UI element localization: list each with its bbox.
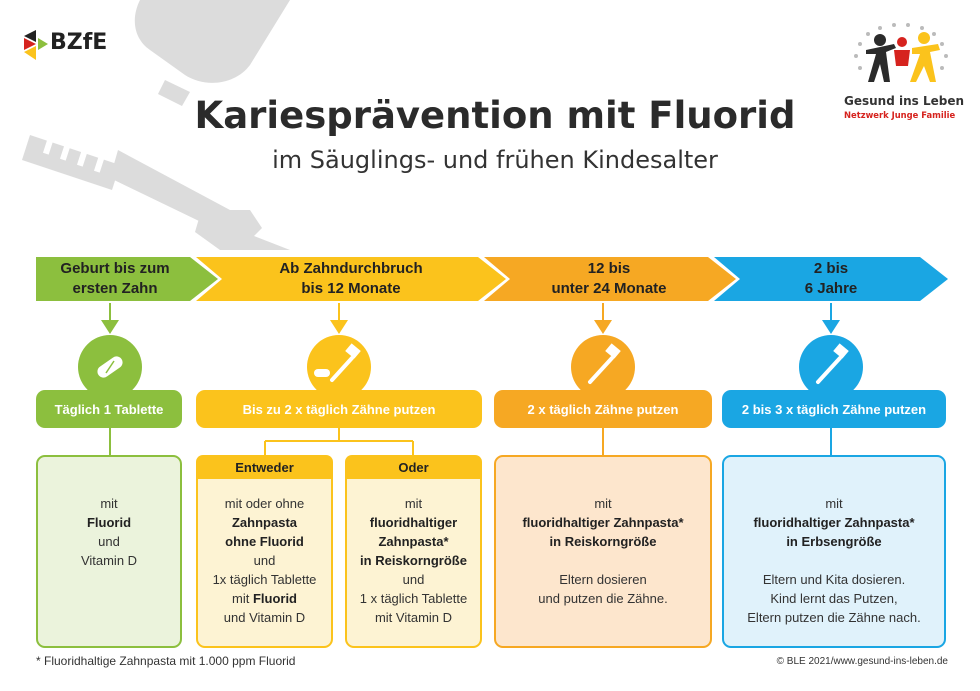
footnote: * Fluoridhaltige Zahnpasta mit 1.000 ppm Fluorid <box>36 654 296 668</box>
info-box-birth: mit Fluorid und Vitamin D <box>36 455 182 648</box>
pill-2x-brushing: 2 x täglich Zähne putzen <box>494 390 712 428</box>
gesund-ins-leben-title: Gesund ins Leben <box>844 94 965 108</box>
timeline-label-4: 2 bis 6 Jahre <box>804 260 858 297</box>
timeline-label-3: 12 bis unter 24 Monate <box>551 260 667 297</box>
down-arrow-1 <box>101 303 119 334</box>
tab-either: Entweder <box>196 455 333 479</box>
timeline-label-2: Ab Zahndurchbruch bis 12 Monate <box>279 260 423 297</box>
bzfe-logo-text: BZfE <box>50 30 108 55</box>
page-subtitle: im Säuglings- und frühen Kindesalter <box>272 146 718 174</box>
info-box-or: mit fluoridhaltiger Zahnpasta* in Reiskorngröße und 1 x täglich Tablette mit Vitamin D <box>345 477 482 648</box>
down-arrow-2 <box>330 303 348 334</box>
timeline-label-1: Geburt bis zum ersten Zahn <box>60 260 170 297</box>
down-arrow-3 <box>594 303 612 334</box>
page-title: Kariesprävention mit Fluorid <box>194 94 796 137</box>
copyright: © BLE 2021/www.gesund-ins-leben.de <box>776 656 948 667</box>
tab-or: Oder <box>345 455 482 479</box>
down-arrow-4 <box>822 303 840 334</box>
info-box-2-6-years: mit fluoridhaltiger Zahnpasta* in Erbsengröße Eltern und Kita dosieren. Kind lernt das Putzen, Eltern putzen die Zähne nach. <box>722 455 946 648</box>
info-box-12-24-months: mit fluoridhaltiger Zahnpasta* in Reiskorngröße Eltern dosieren und putzen die Zähne. <box>494 455 712 648</box>
gesund-ins-leben-subtitle: Netzwerk Junge Familie <box>844 110 956 120</box>
info-box-either: mit oder ohne Zahnpasta ohne Fluorid und 1x täglich Tablette mit Fluorid und Vitamin D <box>196 477 333 648</box>
pill-daily-tablet: Täglich 1 Tablette <box>36 390 182 428</box>
pill-2-to-3x-brushing: 2 bis 3 x täglich Zähne putzen <box>722 390 946 428</box>
connector-lines-yellow <box>265 428 413 456</box>
pill-up-to-2x-brushing: Bis zu 2 x täglich Zähne putzen <box>196 390 482 428</box>
